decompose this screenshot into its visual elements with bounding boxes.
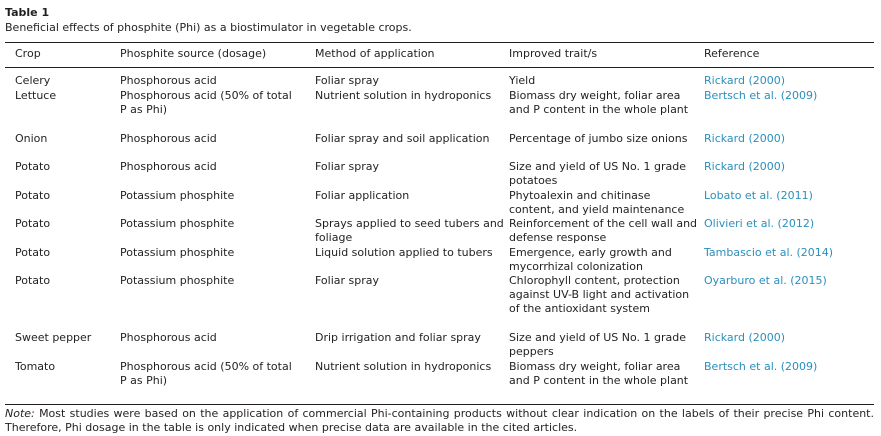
table-row <box>5 189 874 218</box>
header-crop: Crop <box>15 47 41 60</box>
note-text: Most studies were based on the application of commercial Phi-containing products without clear indication on the labels of their precise Phi content. Therefore, Phi dosage in the table is only indicated when precise data are available in the cited articles. <box>5 407 874 434</box>
cell-reference-link[interactable]: Rickard (2000) <box>704 131 786 145</box>
cell-method: Foliar spray <box>315 74 380 87</box>
cell-reference-link[interactable]: Bertsch et al. (2009) <box>704 88 818 102</box>
cell-method: Sprays applied to seed tubers and foliage <box>315 217 504 245</box>
cell-crop: Potato <box>15 188 51 202</box>
cell-trait: Chlorophyll content, protection against UV-B light and activation of the antioxidant system <box>509 274 690 316</box>
cell-trait: Emergence, early growth and mycorrhizal colonization <box>509 245 672 273</box>
table-row <box>5 89 874 132</box>
table-row <box>5 160 874 189</box>
table-note <box>5 407 874 435</box>
cell-reference-link[interactable]: Tambascio et al. (2014) <box>704 245 834 259</box>
cell-method: Drip irrigation and foliar spray <box>315 331 481 344</box>
cell-crop: Potato <box>15 160 51 173</box>
cell-source: Potassium phosphite <box>120 217 235 230</box>
header-method: Method of application <box>315 47 435 60</box>
table-label: Table 1 <box>5 6 50 19</box>
cell-reference-link[interactable]: Lobato et al. (2011) <box>704 188 813 202</box>
table-row <box>5 246 874 275</box>
cell-trait: Phytoalexin and chitinase content, and yield maintenance <box>509 188 685 216</box>
cell-reference-link[interactable]: Olivieri et al. (2012) <box>704 217 815 230</box>
header-trait: Improved trait/s <box>509 47 598 60</box>
cell-crop: Tomato <box>15 359 56 373</box>
cell-reference-link[interactable]: Rickard (2000) <box>704 74 786 87</box>
table-caption: Beneficial effects of phosphite (Phi) as a biostimulator in vegetable crops. <box>5 21 412 34</box>
note-label: Note: <box>5 407 35 420</box>
cell-crop: Onion <box>15 131 48 145</box>
cell-method: Foliar spray <box>315 274 380 287</box>
table-body <box>5 68 874 403</box>
cell-crop: Celery <box>15 74 51 87</box>
table-row <box>5 132 874 161</box>
cell-source: Phosphorous acid <box>120 74 217 87</box>
bottom-rule <box>5 404 874 405</box>
cell-crop: Sweet pepper <box>15 331 92 344</box>
cell-trait: Reinforcement of the cell wall and defense response <box>509 217 698 245</box>
cell-crop: Lettuce <box>15 88 57 102</box>
cell-method: Foliar spray and soil application <box>315 131 490 145</box>
cell-source: Phosphorous acid <box>120 160 217 173</box>
cell-reference-link[interactable]: Bertsch et al. (2009) <box>704 359 818 373</box>
cell-crop: Potato <box>15 217 51 230</box>
cell-crop: Potato <box>15 274 51 287</box>
cell-method: Nutrient solution in hydroponics <box>315 359 492 373</box>
table-row <box>5 217 874 246</box>
cell-trait: Biomass dry weight, foliar area and P content in the whole plant <box>509 88 689 116</box>
cell-method: Nutrient solution in hydroponics <box>315 88 492 102</box>
header-reference: Reference <box>704 47 760 60</box>
cell-method: Foliar spray <box>315 160 380 173</box>
cell-source: Phosphorous acid <box>120 131 217 145</box>
cell-source: Phosphorous acid <box>120 331 217 344</box>
cell-source: Potassium phosphite <box>120 245 235 259</box>
cell-method: Foliar application <box>315 188 410 202</box>
cell-method: Liquid solution applied to tubers <box>315 245 493 259</box>
table-row <box>5 360 874 403</box>
cell-trait: Percentage of jumbo size onions <box>509 131 688 145</box>
cell-reference-link[interactable]: Rickard (2000) <box>704 331 786 344</box>
table-figure <box>5 6 874 434</box>
header-source: Phosphite source (dosage) <box>120 47 267 60</box>
cell-reference-link[interactable]: Oyarburo et al. (2015) <box>704 274 827 287</box>
cell-reference-link[interactable]: Rickard (2000) <box>704 160 786 173</box>
table-row <box>5 274 874 331</box>
cell-crop: Potato <box>15 245 51 259</box>
cell-trait: Yield <box>509 74 536 87</box>
cell-source: Phosphorous acid (50% of total P as Phi) <box>120 359 292 387</box>
cell-source: Potassium phosphite <box>120 188 235 202</box>
cell-source: Phosphorous acid (50% of total P as Phi) <box>120 88 292 116</box>
top-rule <box>5 42 874 43</box>
cell-trait: Size and yield of US No. 1 grade peppers <box>509 331 687 359</box>
cell-source: Potassium phosphite <box>120 274 235 287</box>
cell-trait: Biomass dry weight, foliar area and P content in the whole plant <box>509 359 689 387</box>
table-row <box>5 331 874 360</box>
table-row <box>5 74 874 89</box>
cell-trait: Size and yield of US No. 1 grade potatoes <box>509 160 687 188</box>
